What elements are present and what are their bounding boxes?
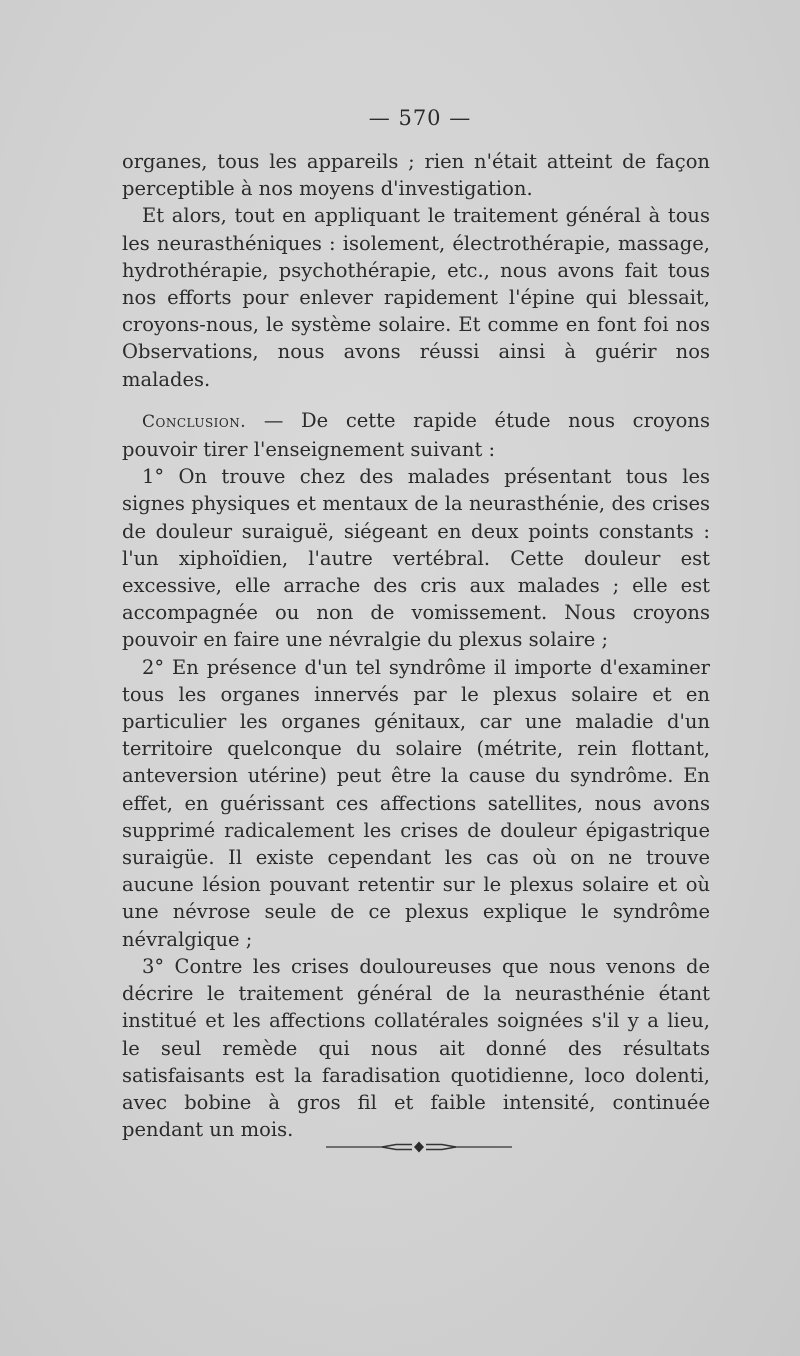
body-text <box>122 148 710 1143</box>
conclusion-heading: Conclusion. <box>142 411 247 432</box>
page-number: — 570 — <box>368 106 472 130</box>
paragraph-point-2: 2° En présence d'un tel syndrôme il importe d'examiner tous les organes innervés par le plexus solaire et en particulier les organes génitaux, car une maladie d'un territoire quelconque du solaire (métrite, rein flottant, anteversion utérine) peut être la cause du syndrôme. En effet, en guérissant ces affections satellites, nous avons supprimé radicalement les crises de douleur épigastrique suraigüe. Il existe cependant les cas où on ne trouve aucune lésion pouvant retentir sur le plexus solaire et où une névrose seule de ce plexus explique le syndrôme névralgique ; <box>122 655 710 951</box>
paragraph-treatment: Et alors, tout en appliquant le traitement général à tous les neurasthéniques : isolement, électrothérapie, massage, hydrothérapie, psychothérapie, etc., nous avons fait tous nos efforts pour enlever rapidement l'épine qui blessait, croyons-nous, le système solaire. Et comme en font foi nos Observations, nous avons réussi ainsi à guérir nos malades. <box>122 204 710 391</box>
paragraph-point-1: 1° On trouve chez des malades présentant tous les signes physiques et mentaux de la neurasthénie, des crises de douleur suraiguë, siégeant en deux points constants : l'un xiphoïdien, l'autre vertébral. Cette douleur est excessive, elle arrache des cris aux malades ; elle est accompagnée ou non de vomissement. Nous croyons pouvoir en faire une névralgie du plexus solaire ; <box>122 465 710 652</box>
conclusion-text: — De cette rapide étude nous croyons pouvoir tirer l'enseignement suivant : <box>122 408 710 462</box>
paragraph-continuation: organes, tous les appareils ; rien n'était atteint de façon perceptible à nos moyens d'investigation. <box>122 150 710 201</box>
end-ornament-icon <box>326 1140 512 1154</box>
paragraph-point-3: 3° Contre les crises douloureuses que nous venons de décrire le traitement général de la neurasthénie étant institué et les affections collatérales soignées s'il y a lieu, le seul remède qui nous ait donné des résultats satisfaisants est la faradisation quotidienne, loco dolenti, avec bobine à gros fil et faible intensité, continuée pendant un mois. <box>122 954 710 1142</box>
paragraph-conclusion <box>122 407 710 463</box>
